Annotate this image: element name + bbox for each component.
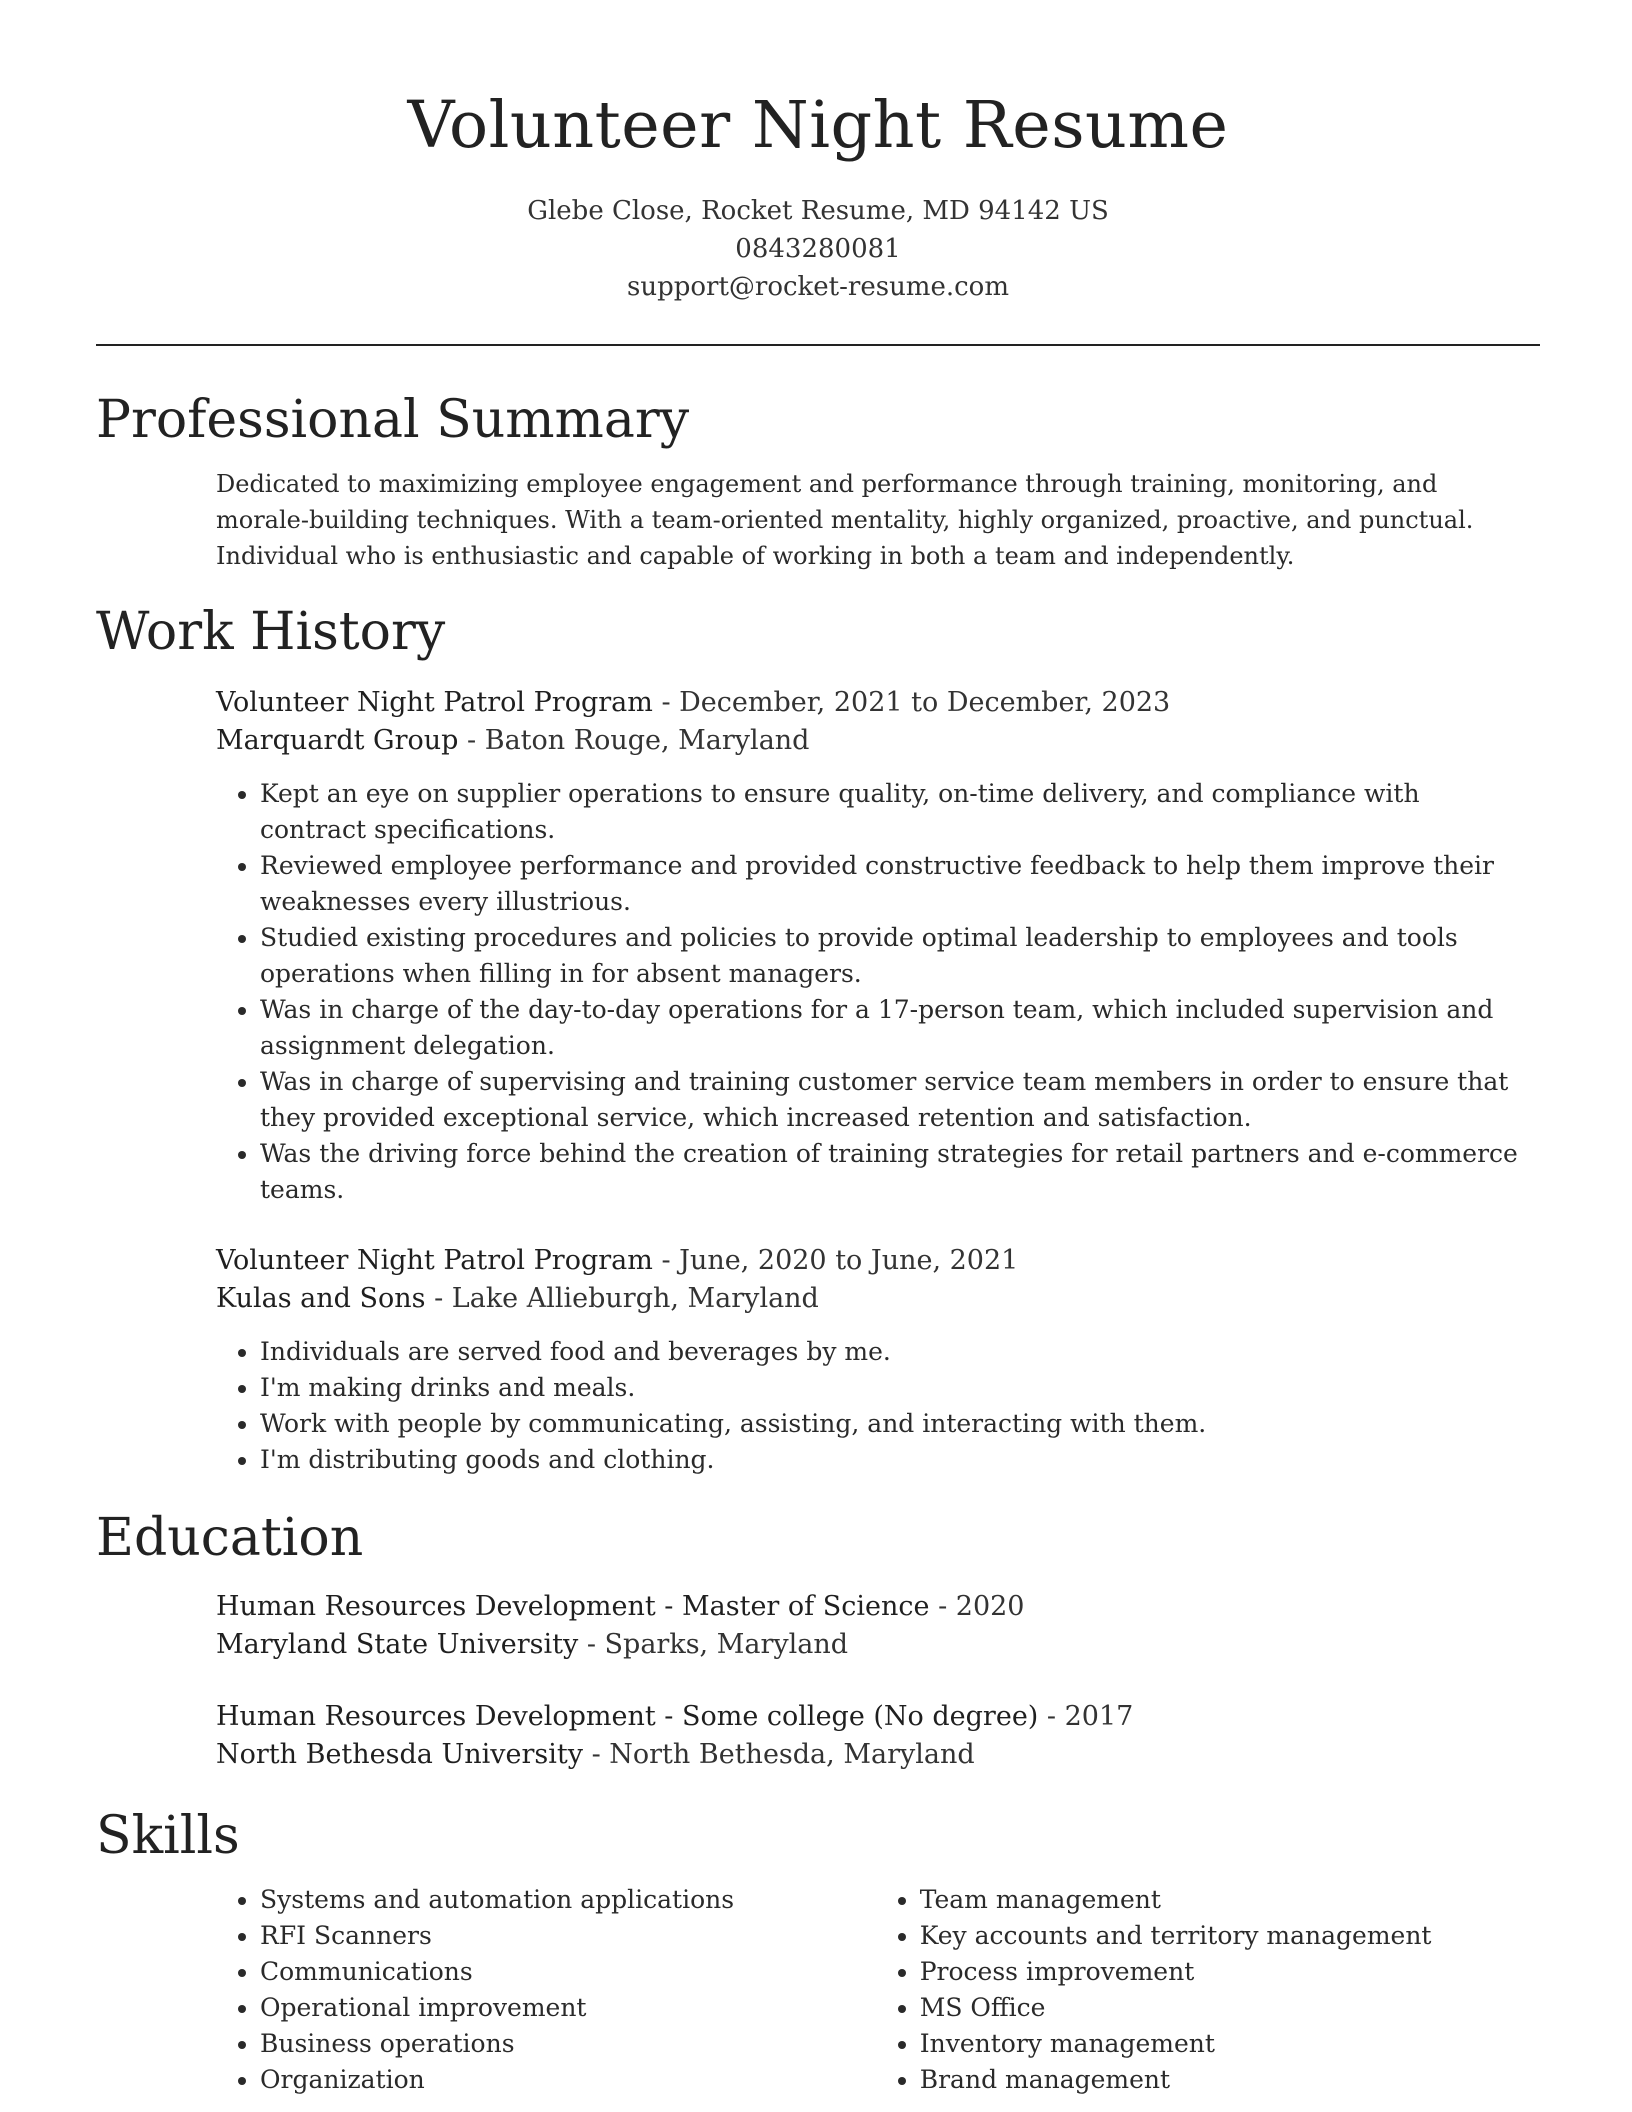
skills-list-right <box>876 1882 1526 2098</box>
education-heading: Education <box>96 1508 364 1568</box>
job-company: Kulas and Sons <box>216 1283 426 1314</box>
work-history-heading: Work History <box>96 602 446 662</box>
job-company-line <box>216 722 1526 760</box>
school-location: - North Bethesda, Maryland <box>582 1739 975 1770</box>
education-year: - 2020 <box>929 1591 1025 1622</box>
list-item: • Individuals are served food and beverages by me. <box>260 1334 1526 1370</box>
degree-line <box>216 1588 1526 1626</box>
list-item: • Systems and automation applications <box>260 1882 876 1918</box>
resume-page <box>96 0 1540 2098</box>
list-item: • Team management <box>920 1882 1526 1918</box>
education-degree: - Some college (No degree) <box>655 1701 1039 1732</box>
job-entry <box>216 684 1526 1208</box>
skills-section <box>96 1804 1540 2098</box>
job-company: Marquardt Group <box>216 725 459 756</box>
job-title: Volunteer Night Patrol Program <box>216 1245 653 1276</box>
skills-list-left <box>216 1882 876 2098</box>
list-item: • Inventory management <box>920 2026 1526 2062</box>
summary-heading: Professional Summary <box>96 390 690 450</box>
list-item: • RFI Scanners <box>260 1918 876 1954</box>
degree-line <box>216 1698 1526 1736</box>
job-location: - Lake Allieburgh, Maryland <box>425 1283 819 1314</box>
list-item: • Brand management <box>920 2062 1526 2098</box>
list-item: • Was in charge of supervising and training customer service team members in order to ensure that they provided exceptional service, which increased retention and satisfaction. <box>260 1064 1526 1136</box>
school-location: - Sparks, Maryland <box>578 1629 849 1660</box>
education-field: Human Resources Development <box>216 1591 656 1622</box>
job-company-line <box>216 1280 1526 1318</box>
job-bullets <box>216 776 1526 1208</box>
list-item: • Was in charge of the day-to-day operations for a 17-person team, which included supervision and assignment delegation. <box>260 992 1526 1064</box>
list-item: • Organization <box>260 2062 876 2098</box>
summary-section <box>96 388 1540 574</box>
summary-text: Dedicated to maximizing employee engagement and performance through training, monitoring, and morale-building techniques. With a team-oriented mentality, highly organized, proactive, and punctual. Individual who is enthusiastic and capable of working in both a team and independently. <box>216 470 1474 570</box>
resume-name: Volunteer Night Resume <box>407 88 1229 163</box>
skills-columns <box>216 1882 1526 2098</box>
job-dates: - June, 2020 to June, 2021 <box>652 1245 1019 1276</box>
list-item: • Business operations <box>260 2026 876 2062</box>
list-item: • Was the driving force behind the creation of training strategies for retail partners and e-commerce teams. <box>260 1136 1526 1208</box>
resume-header <box>96 0 1540 306</box>
list-item: • Work with people by communicating, assisting, and interacting with them. <box>260 1406 1526 1442</box>
job-bullets <box>216 1334 1526 1478</box>
school-name: Maryland State University <box>216 1629 579 1660</box>
phone: 0843280081 <box>735 234 901 264</box>
header-divider <box>96 344 1540 346</box>
school-name: North Bethesda University <box>216 1739 583 1770</box>
skills-heading: Skills <box>96 1806 240 1866</box>
list-item: • MS Office <box>920 1990 1526 2026</box>
list-item: • Reviewed employee performance and provided constructive feedback to help them improve their weaknesses every illustrious. <box>260 848 1526 920</box>
job-entry <box>216 1242 1526 1478</box>
education-entry <box>216 1588 1526 1664</box>
list-item: • Key accounts and territory management <box>920 1918 1526 1954</box>
list-item: • Process improvement <box>920 1954 1526 1990</box>
school-line <box>216 1736 1526 1774</box>
job-title-line <box>216 1242 1526 1280</box>
education-entry <box>216 1698 1526 1774</box>
education-year: - 2017 <box>1038 1701 1134 1732</box>
school-line <box>216 1626 1526 1664</box>
list-item: • Communications <box>260 1954 876 1990</box>
work-history-section <box>96 600 1540 1478</box>
list-item: • I'm making drinks and meals. <box>260 1370 1526 1406</box>
list-item: • Studied existing procedures and policies to provide optimal leadership to employees and tools operations when filling in for absent managers. <box>260 920 1526 992</box>
job-dates: - December, 2021 to December, 2023 <box>652 687 1171 718</box>
list-item: • Kept an eye on supplier operations to ensure quality, on-time delivery, and compliance with contract specifications. <box>260 776 1526 848</box>
email: support@rocket-resume.com <box>626 272 1009 302</box>
list-item: • I'm distributing goods and clothing. <box>260 1442 1526 1478</box>
list-item: • Operational improvement <box>260 1990 876 2026</box>
education-field: Human Resources Development <box>216 1701 656 1732</box>
job-title: Volunteer Night Patrol Program <box>216 687 653 718</box>
address: Glebe Close, Rocket Resume, MD 94142 US <box>527 196 1109 226</box>
education-degree: - Master of Science <box>655 1591 930 1622</box>
job-location: - Baton Rouge, Maryland <box>458 725 810 756</box>
job-title-line <box>216 684 1526 722</box>
education-section <box>96 1506 1540 1774</box>
contact-block <box>96 192 1540 306</box>
